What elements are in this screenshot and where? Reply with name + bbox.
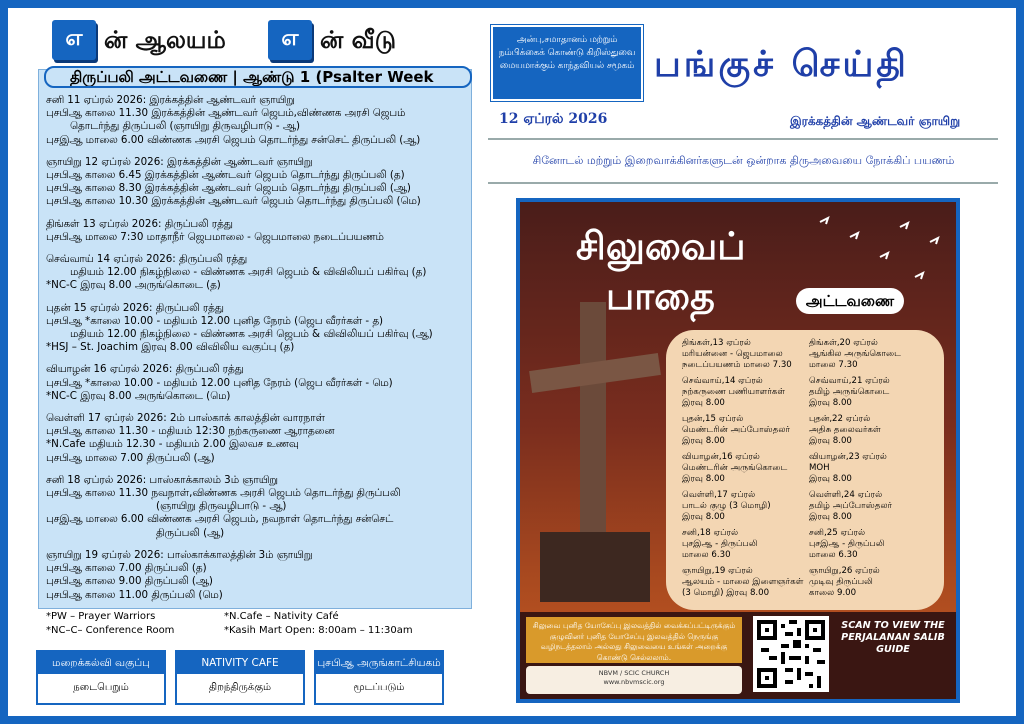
header-tile-2: எ	[268, 20, 312, 60]
poster-org-url: www.nbvmscic.org	[603, 678, 665, 686]
cross-base	[540, 532, 650, 602]
schedule-entry: புசபிஆ காலை 9.00 திருப்பலி (ஆ)	[46, 575, 213, 588]
schedule-day-heading: வியாழன் 16 ஏப்ரல் 2026: திருப்பலி ரத்து	[46, 363, 244, 376]
schedule-entry: புசபிஆ காலை 10.30 இரக்கத்தின் ஆண்டவர் ஜெபம் தொடர்ந்து திருப்பலி (மெ)	[46, 195, 421, 208]
poster-event-time: இரவு 8.00	[809, 474, 852, 484]
header-word-1: ன் ஆலயம்	[104, 26, 226, 54]
poster-event-time: இரவு 8.00	[682, 474, 725, 484]
schedule-title: திருப்பலி அட்டவணை | ஆண்டு 1 (Psalter Week	[44, 66, 472, 88]
qr-code[interactable]	[753, 616, 829, 692]
poster-column-1	[682, 338, 809, 604]
poster-event-time: காலை 9.00	[809, 588, 857, 598]
schedule-entry: புசபிஆ காலை 8.30 இரக்கத்தின் ஆண்டவர் ஜெபம் தொடர்ந்து திருப்பலி (ஆ)	[46, 182, 411, 195]
schedule-entry: புசஇஆ மாலை 6.00 விண்ணக அரசி ஜெபம் தொடர்ந்து சன்செட் திருப்பலி (ஆ)	[46, 133, 421, 146]
poster-column-2	[809, 338, 936, 604]
schedule-day-heading: ஞாயிறு 12 ஏப்ரல் 2026: இரக்கத்தின் ஆண்டவர் ஞாயிறு	[46, 155, 313, 168]
divider	[488, 182, 998, 184]
schedule-entry: மதியம் 12.00 நிகழ்நிலை - விண்ணக அரசி ஜெபம் & விவிலியப் பகிர்வு (ஆ)	[70, 328, 433, 341]
poster-event-date: திங்கள்,13 ஏப்ரல்	[682, 338, 751, 348]
info-box-title: NATIVITY CAFE	[177, 652, 303, 674]
poster-event	[682, 338, 809, 371]
poster-event	[809, 414, 936, 447]
poster-event-date: ஞாயிறு,19 ஏப்ரல்	[682, 566, 753, 576]
poster-event-date: ஞாயிறு,26 ஏப்ரல்	[809, 566, 880, 576]
schedule-day-heading: சனி 11 ஏப்ரல் 2026: இரக்கத்தின் ஆண்டவர் ஞாயிறு	[46, 94, 295, 106]
poster-org-name: NBVM / SCIC CHURCH	[598, 669, 670, 677]
schedule-day	[46, 94, 466, 147]
info-box-museum	[314, 650, 444, 705]
poster-event	[682, 376, 809, 409]
poster-event-date: வெள்ளி,24 ஏப்ரல்	[809, 490, 883, 500]
info-boxes	[36, 650, 474, 708]
poster-event-title: மெண்டரின் அருங்கொடை	[682, 463, 788, 473]
bulletin-title: பங்குச் செய்தி	[654, 44, 909, 85]
poster-event-date: சனி,18 ஏப்ரல்	[682, 528, 739, 538]
schedule-entry: புசபிஆ காலை 11.00 திருப்பலி (மெ)	[46, 588, 223, 601]
poster-event-time: இரவு 8.00	[682, 436, 725, 446]
poster-event-title: தமிழ் அப்போஸ்தலர்	[809, 501, 893, 511]
poster-schedule	[666, 330, 944, 610]
poster-event	[682, 528, 809, 561]
legend-item: *PW – Prayer Warriors	[46, 611, 156, 622]
schedule-entry: புசபிஆ மாலை 7.00 திருப்பலி (ஆ)	[46, 451, 215, 464]
schedule-day-heading: ஞாயிறு 19 ஏப்ரல் 2026: பாஸ்காக்காலத்தின் 3ம் ஞாயிறு	[46, 548, 313, 561]
schedule-day-heading: சனி 18 ஏப்ரல் 2026: பாஸ்காக்காலம் 3ம் ஞாயிறு	[46, 473, 278, 486]
birds-decoration	[820, 218, 938, 279]
info-box-catechism	[36, 650, 166, 705]
sunday-name: இரக்கத்தின் ஆண்டவர் ஞாயிறு	[790, 114, 961, 128]
poster-event-title: ஆங்கில அருங்கொடை	[809, 349, 901, 359]
schedule-entry: புசபிஆ *காலை 10.00 - மதியம் 12.00 புனித நேரம் (ஜெப வீரர்கள் - த)	[46, 314, 384, 327]
schedule-entry: புசஇஆ மாலை 6.00 விண்ணக அரசி ஜெபம், நவநாள் தொடர்ந்து சன்செட்	[46, 513, 394, 526]
schedule-entry: புசபிஆ காலை 6.45 இரக்கத்தின் ஆண்டவர் ஜெபம் தொடர்ந்து திருப்பலி (த)	[46, 169, 405, 182]
poster-event-title: பாடல் குழு (3 மொழி)	[682, 501, 771, 511]
schedule-entry: மதியம் 12.00 நிகழ்நிலை - விண்ணக அரசி ஜெபம் & விவிலியப் பகிர்வு (த)	[70, 266, 427, 279]
poster-event-time: இரவு 8.00	[809, 512, 852, 522]
poster-event-time: இரவு 8.00	[809, 436, 852, 446]
schedule-day	[46, 302, 466, 355]
info-box-value: மூடப்படும்	[353, 682, 405, 693]
poster-event-time: இரவு 8.00	[682, 512, 725, 522]
mission-notice: அன்பு,சமாதானம் மற்றும் நம்பிக்கைக் கொண்டு கிறிஸ்துவை மையமாக்கும் காந்தவியல் சமூகம்	[491, 25, 643, 101]
poster-title-line-2: பாதை	[606, 274, 715, 318]
poster-event-date: திங்கள்,20 ஏப்ரல்	[809, 338, 878, 348]
schedule-day	[46, 253, 466, 293]
schedule-day	[46, 218, 466, 244]
schedule-entry: திருப்பலி (ஆ)	[156, 526, 225, 539]
divider	[488, 138, 998, 140]
poster-event	[682, 414, 809, 447]
schedule-entry: புசபிஆ மாலை 7:30 மாதாநீர் ஜெபமாலை - ஜெபமாலை நடைப்பயணம்	[46, 230, 384, 243]
schedule-day	[46, 474, 466, 540]
schedule-day-heading: செவ்வாய் 14 ஏப்ரல் 2026: திருப்பலி ரத்து	[46, 253, 248, 266]
poster-event	[682, 452, 809, 485]
poster-event-title: MOH	[809, 463, 830, 473]
poster-event-date: வியாழன்,23 ஏப்ரல்	[809, 452, 887, 462]
schedule-entry: புசபிஆ காலை 11.30 நவநாள்,விண்ணக அரசி ஜெபம் தொடர்ந்து திருப்பலி	[46, 487, 401, 500]
poster-event	[809, 338, 936, 371]
schedule-days	[46, 94, 466, 611]
schedule-day-heading: வெள்ளி 17 ஏப்ரல் 2026: 2ம் பாஸ்காக் காலத்தின் வாரநாள்	[46, 412, 325, 425]
schedule-entry: புசபிஆ *காலை 10.00 - மதியம் 12.00 புனித நேரம் (ஜெப வீரர்கள் - மெ)	[46, 376, 393, 389]
poster-event-date: புதன்,22 ஏப்ரல்	[809, 414, 871, 424]
schedule-day	[46, 412, 466, 465]
poster-event-time: (3 மொழி) இரவு 8.00	[682, 588, 770, 598]
schedule-entry: தொடர்ந்து திருப்பலி (ஞாயிறு திருவழிபாடு - ஆ)	[70, 120, 300, 133]
poster-footer	[520, 612, 956, 699]
poster-event	[682, 566, 809, 599]
legend-item: *NC–C– Conference Room	[46, 625, 175, 636]
poster-event-date: செவ்வாய்,14 ஏப்ரல்	[682, 376, 763, 386]
schedule-day	[46, 156, 466, 209]
legend-item: *Kasih Mart Open: 8:00am – 11:30am	[224, 625, 413, 636]
poster-event-title: முடிவு திருப்பலி	[809, 577, 873, 587]
schedule-entry: புசபிஆ காலை 11.30 இரக்கத்தின் ஆண்டவர் ஜெபம்,விண்ணக அரசி ஜெபம்	[46, 107, 406, 120]
poster-event-title: தமிழ் அருங்கொடை	[809, 387, 890, 397]
poster-event-title: புசஇஆ - திருப்பலி	[809, 539, 885, 549]
poster-event-title: நற்கருணை பணியாளர்கள்	[682, 387, 786, 397]
stations-poster	[516, 198, 960, 703]
poster-event-date: வெள்ளி,17 ஏப்ரல்	[682, 490, 756, 500]
schedule-entry: புசபிஆ காலை 11.30 - மதியம் 12:30 நற்கருணை ஆராதனை	[46, 425, 335, 438]
poster-org	[526, 666, 742, 694]
info-box-value: திறந்திருக்கும்	[208, 682, 272, 693]
schedule-entry: *NC-C இரவு 8.00 அருங்கொடை (மெ)	[46, 389, 231, 402]
info-box-cafe	[175, 650, 305, 705]
legend-item: *N.Cafe – Nativity Café	[224, 611, 339, 622]
poster-event	[809, 452, 936, 485]
poster-event-date: செவ்வாய்,21 ஏப்ரல்	[809, 376, 890, 386]
poster-event-title: மெண்டரின் அப்போஸ்தலர்	[682, 425, 791, 435]
poster-event-title: புசஇஆ - திருப்பலி	[682, 539, 758, 549]
poster-event-time: மாலை 6.30	[682, 550, 731, 560]
info-box-title: புசபிஆ அருங்காட்சியகம்	[316, 652, 442, 674]
schedule-entry: (ஞாயிறு திருவழிபாடு - ஆ)	[156, 500, 287, 513]
poster-event-date: புதன்,15 ஏப்ரல்	[682, 414, 744, 424]
poster-event	[682, 490, 809, 523]
poster-event-time: மாலை 6.30	[809, 550, 858, 560]
poster-event-title: ஆலயம் - மாலை இளைஞர்கள்	[682, 577, 804, 587]
schedule-day	[46, 549, 466, 602]
poster-event-time: மாலை 7.30	[809, 360, 858, 370]
poster-event-time: இரவு 8.00	[809, 398, 852, 408]
schedule-entry: *HSJ – St. Joachim இரவு 8.00 விவிலிய வகுப்பு (த)	[46, 341, 295, 354]
header-word-2: ன் வீடு	[320, 26, 397, 54]
poster-event	[809, 376, 936, 409]
tagline: சினோடல் மற்றும் இறைவாக்கினர்களுடன் ஒன்றாக திருஅவையை நோக்கிப் பயணம்	[532, 154, 955, 167]
info-box-title: மறைக்கல்வி வகுப்பு	[38, 652, 164, 674]
poster-note: சிலுவை புனித யோசேப்பு இலவத்தில் வைக்கப்பட்டிருக்கும் குழுவினர் புனித யோசேப்பு இலவத்தில் நெருங்கு வழிநடத்தலாம் அல்லது சிலுவையை உங்கள் அறைக்கு கொண்டு செல்லலாம்.	[526, 617, 742, 663]
poster-event-time: நடைப்பயணம் மாலை 7.30	[682, 360, 792, 370]
schedule-day-heading: திங்கள் 13 ஏப்ரல் 2026: திருப்பலி ரத்து	[46, 217, 233, 230]
schedule-legend	[46, 610, 466, 638]
poster-event-date: சனி,25 ஏப்ரல்	[809, 528, 866, 538]
schedule-day-heading: புதன் 15 ஏப்ரல் 2026: திருப்பலி ரத்து	[46, 301, 224, 314]
poster-event-date: வியாழன்,16 ஏப்ரல்	[682, 452, 760, 462]
schedule-entry: *NC-C இரவு 8.00 அருங்கொடை (த)	[46, 279, 221, 292]
poster-event-time: இரவு 8.00	[682, 398, 725, 408]
schedule-day	[46, 363, 466, 403]
bulletin-date: 12 ஏப்ரல் 2026	[499, 111, 608, 127]
poster-event-title: அதிசு தலைவர்கள்	[809, 425, 881, 435]
schedule-entry: புசபிஆ காலை 7.00 திருப்பலி (த)	[46, 562, 207, 575]
poster-event	[809, 528, 936, 561]
poster-title-line-1: சிலுவைப்	[576, 224, 746, 268]
header-tile-1: எ	[52, 20, 96, 60]
poster-event	[809, 490, 936, 523]
poster-event	[809, 566, 936, 599]
poster-event-title: மரியன்னை - ஜெபமாலை	[682, 349, 783, 359]
poster-badge: அட்டவணை	[796, 288, 904, 314]
info-box-value: நடைபெறும்	[73, 682, 129, 693]
schedule-entry: *N.Cafe மதியம் 12.30 - மதியம் 2.00 இலவச உணவு	[46, 438, 299, 451]
qr-pattern	[757, 620, 825, 688]
scan-instruction: SCAN TO VIEW THE PERJALANAN SALIB GUIDE	[841, 620, 945, 655]
